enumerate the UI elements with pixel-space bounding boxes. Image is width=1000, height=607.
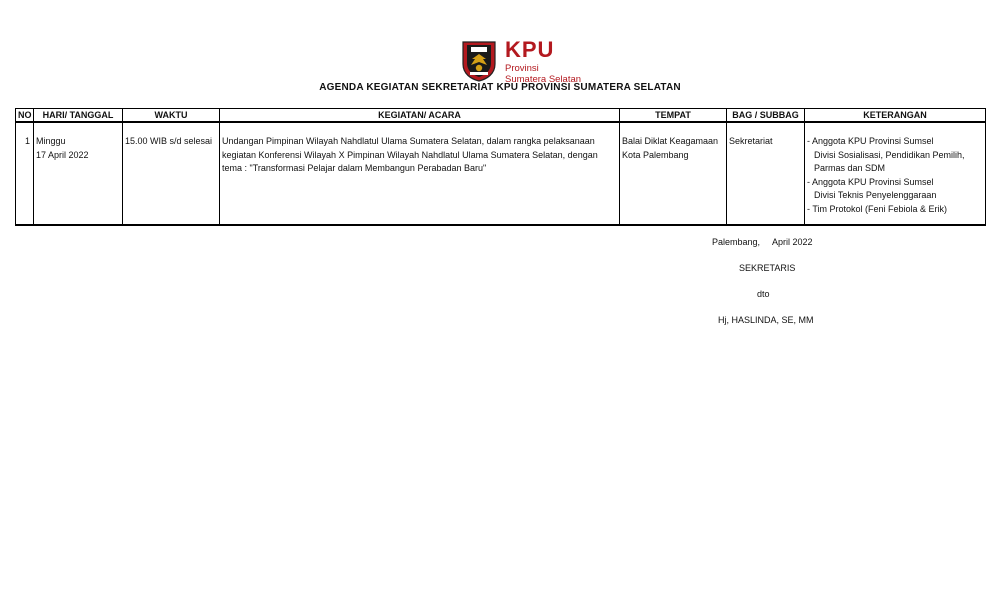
cell-tempat bbox=[620, 122, 727, 225]
kpu-logo bbox=[459, 38, 581, 85]
cell-hari: Minggu bbox=[36, 136, 66, 146]
cell-waktu: 15.00 WIB s/d selesai bbox=[123, 122, 220, 225]
header-kegiatan: KEGIATAN/ ACARA bbox=[220, 109, 620, 123]
header-bagian: BAG / SUBBAG bbox=[727, 109, 805, 123]
letterhead bbox=[0, 38, 1000, 88]
document-title: AGENDA KEGIATAN SEKRETARIAT KPU PROVINSI SUMATERA SELATAN bbox=[319, 82, 681, 93]
kpu-emblem-icon bbox=[459, 38, 499, 82]
cell-kegiatan bbox=[220, 122, 620, 225]
header-tempat: TEMPAT bbox=[620, 109, 727, 123]
keterangan-line: Divisi Teknis Penyelenggaraan bbox=[814, 190, 937, 200]
keterangan-line: Divisi Sosialisasi, Pendidikan Pemilih, bbox=[814, 149, 965, 160]
header-hari-tanggal: HARI/ TANGGAL bbox=[34, 109, 123, 123]
header-waktu: WAKTU bbox=[123, 109, 220, 123]
logo-subtitle-2: Sumatera Selatan bbox=[505, 74, 582, 85]
logo-subtitle-1: Provinsi bbox=[505, 63, 539, 74]
table-header-row bbox=[16, 109, 986, 123]
keterangan-line: Parmas dan SDM bbox=[814, 163, 886, 173]
tempat-line: Kota Palembang bbox=[622, 149, 689, 160]
signatory-name: Hj, HASLINDA, SE, MM bbox=[718, 315, 814, 325]
cell-hari-tanggal bbox=[34, 122, 123, 225]
header-keterangan: KETERANGAN bbox=[805, 109, 986, 123]
table-row bbox=[16, 122, 986, 225]
signature-place-date: Palembang, April 2022 bbox=[712, 237, 813, 247]
cell-keterangan bbox=[805, 122, 986, 225]
keterangan-line: - Anggota KPU Provinsi Sumsel bbox=[807, 136, 934, 146]
keterangan-line: - Anggota KPU Provinsi Sumsel bbox=[807, 176, 934, 187]
tempat-line: Balai Diklat Keagamaan bbox=[622, 136, 719, 146]
signature-mark: dto bbox=[757, 289, 770, 299]
keterangan-line: - Tim Protokol (Feni Febiola & Erik) bbox=[807, 203, 948, 214]
kegiatan-line: Undangan Pimpinan Wilayah Nahdlatul Ulama Sumatera Selatan, dalam rangka pelaksanaan bbox=[222, 136, 595, 146]
agenda-table bbox=[15, 108, 986, 226]
kegiatan-line: kegiatan Konferensi Wilayah X Pimpinan Wilayah Nahdlatul Ulama Sumatera Selatan, dengan bbox=[222, 149, 598, 160]
cell-tanggal: 17 April 2022 bbox=[36, 149, 89, 160]
signature-position: SEKRETARIS bbox=[739, 263, 796, 273]
header-no: NO bbox=[16, 109, 34, 123]
cell-no: 1 bbox=[16, 122, 34, 225]
logo-title: KPU bbox=[505, 37, 555, 62]
cell-bagian: Sekretariat bbox=[727, 122, 805, 225]
kegiatan-line: tema : "Transformasi Pelajar dalam Membangun Perabadan Baru" bbox=[222, 163, 487, 173]
